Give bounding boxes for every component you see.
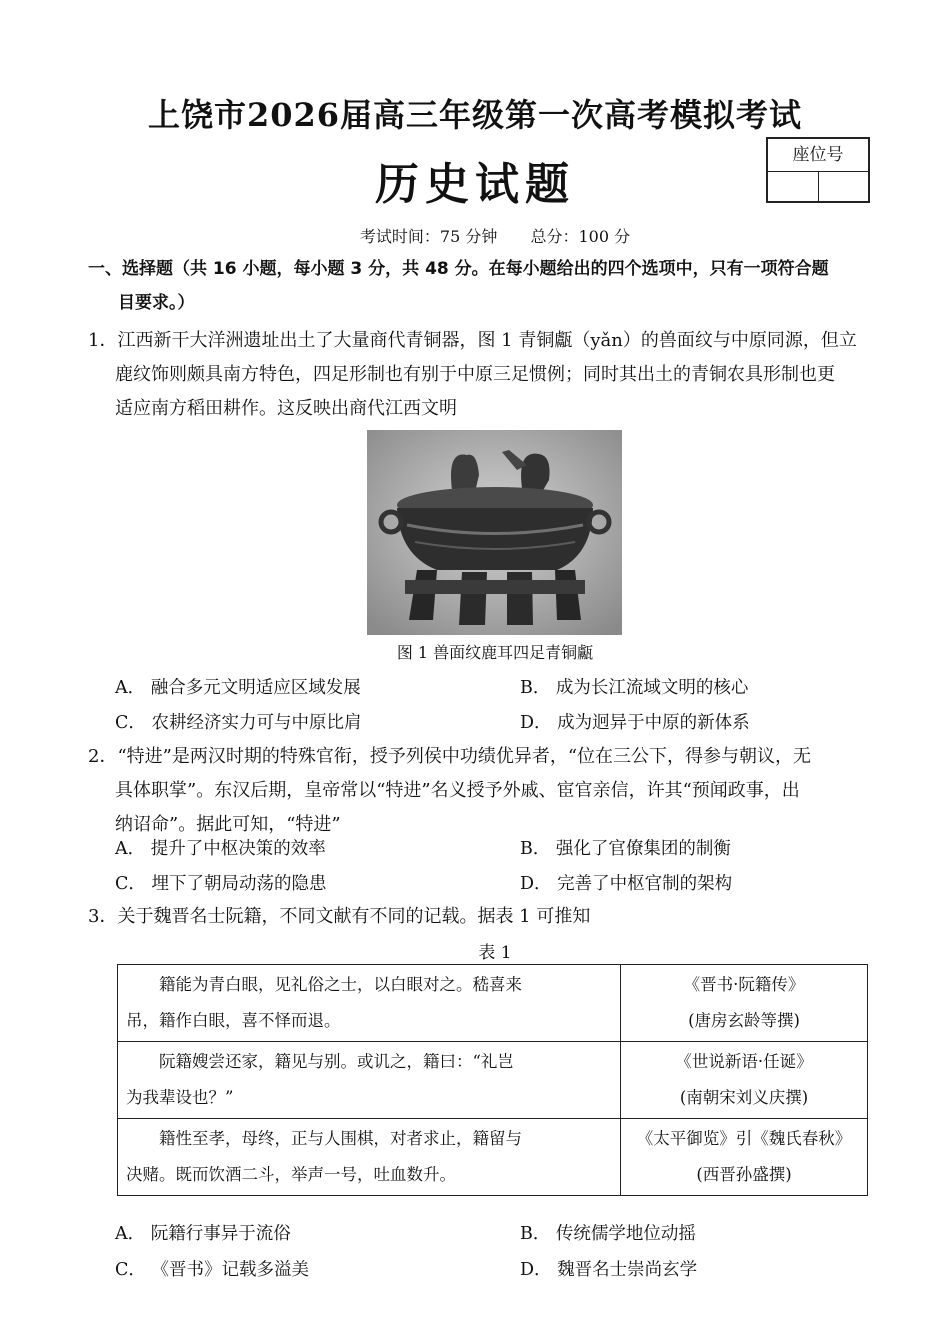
seat-label: 座位号 — [768, 139, 868, 172]
table-cell-text: 籍性至孝，母终，正与人围棋，对者求止，籍留与 决赌。既而饮酒二斗，举声一号，吐血数升。 — [118, 1119, 621, 1196]
q3-option-a[interactable]: A． 阮籍行事异于流俗 — [115, 1224, 291, 1244]
question-3 — [88, 900, 903, 934]
q1-line3: 适应南方稻田耕作。这反映出商代江西文明 — [115, 398, 457, 419]
seat-cell-1 — [768, 172, 819, 202]
subject-title: 历史试题 — [375, 159, 575, 210]
table-row — [118, 1042, 868, 1119]
table-row — [118, 1119, 868, 1196]
q1-option-d[interactable]: D． 成为迥异于中原的新体系 — [520, 713, 750, 733]
q1-option-b[interactable]: B． 成为长江流域文明的核心 — [520, 678, 749, 698]
q1-option-c[interactable]: C． 农耕经济实力可与中原比肩 — [115, 713, 362, 733]
table-cell-source: 《世说新语·任诞》 (南朝宋刘义庆撰) — [621, 1042, 868, 1119]
table-row — [118, 965, 868, 1042]
bronze-yan-photo — [367, 430, 622, 635]
q3-option-d[interactable]: D． 魏晋名士崇尚玄学 — [520, 1260, 698, 1280]
section-heading — [88, 252, 908, 320]
seat-cell-2 — [819, 172, 869, 202]
question-2 — [88, 740, 903, 842]
seat-number-box — [766, 137, 870, 203]
q1-line1: 1．江西新干大洋洲遗址出土了大量商代青铜器，图 1 青铜甗（yǎn）的兽面纹与中原同源，但立 — [88, 330, 857, 351]
q3-option-b[interactable]: B． 传统儒学地位动摇 — [520, 1224, 696, 1244]
q2-line3: 纳诏命”。据此可知，“特进” — [115, 814, 341, 835]
q2-option-d[interactable]: D． 完善了中枢官制的架构 — [520, 874, 733, 894]
figure-1-caption: 图 1 兽面纹鹿耳四足青铜甗 — [396, 643, 594, 662]
q2-option-c[interactable]: C． 埋下了朝局动荡的隐患 — [115, 874, 327, 894]
q1-option-a[interactable]: A． 融合多元文明适应区域发展 — [115, 678, 361, 698]
q2-option-b[interactable]: B． 强化了官僚集团的制衡 — [520, 839, 731, 859]
exam-title: 上饶市2026届高三年级第一次高考模拟考试 — [147, 96, 803, 134]
section-heading-line1: 一、选择题（共 16 小题，每小题 3 分，共 48 分。在每小题给出的四个选项中，只有一项符合题 — [88, 259, 829, 279]
q1-line2: 鹿纹饰则颇具南方特色，四足形制也有别于中原三足惯例；同时其出土的青铜农具形制也更 — [115, 364, 835, 385]
exam-time: 考试时间：75 分钟 — [359, 227, 498, 246]
section-heading-line2: 目要求。） — [118, 293, 195, 313]
total-score: 总分：100 分 — [530, 227, 631, 246]
q3-option-c[interactable]: C． 《晋书》记载多溢美 — [115, 1260, 309, 1280]
question-1 — [88, 324, 903, 426]
q2-option-a[interactable]: A． 提升了中枢决策的效率 — [115, 839, 326, 859]
q2-line2: 具体职掌”。东汉后期，皇帝常以“特进”名义授予外戚、宦官亲信，许其“预闻政事，出 — [115, 780, 800, 801]
exam-meta — [0, 224, 950, 247]
q3-line1: 3．关于魏晋名士阮籍，不同文献有不同的记载。据表 1 可推知 — [88, 906, 591, 927]
table-cell-text: 阮籍嫂尝还家，籍见与别。或讥之，籍曰：“礼岂 为我辈设也？” — [118, 1042, 621, 1119]
table-cell-source: 《晋书·阮籍传》 (唐房玄龄等撰) — [621, 965, 868, 1042]
q2-line1: 2．“特进”是两汉时期的特殊官衔，授予列侯中功绩优异者，“位在三公下，得参与朝议，无 — [88, 746, 812, 767]
table-cell-source: 《太平御览》引《魏氏春秋》 (西晋孙盛撰) — [621, 1119, 868, 1196]
table-1 — [117, 964, 868, 1196]
table-1-caption: 表 1 — [478, 943, 512, 963]
table-cell-text: 籍能为青白眼，见礼俗之士，以白眼对之。嵇喜来 吊，籍作白眼，喜不怿而退。 — [118, 965, 621, 1042]
